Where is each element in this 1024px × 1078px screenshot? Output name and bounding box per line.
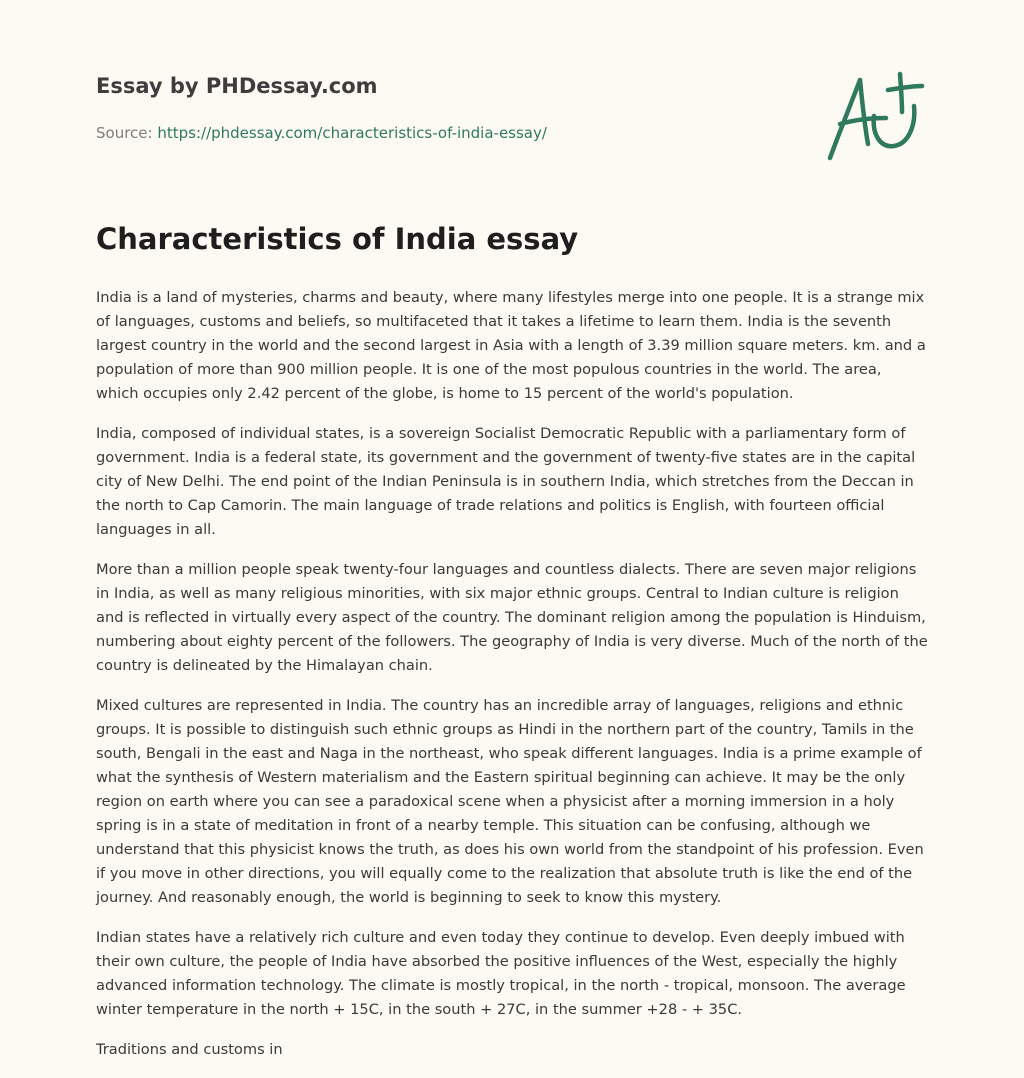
essay-paragraph: India, composed of individual states, is a sovereign Socialist Democratic Republic with a parliamentary form of government. India is a federal state, its government and the government of twenty-five states are in the capital city of New Delhi. The end point of the Indian Peninsula is in southern India, which stretches from the Deccan in the north to Cap Camorin. The main language of trade relations and politics is English, with fourteen official languages in all.	[96, 425, 916, 538]
essay-paragraph: India is a land of mysteries, charms and beauty, where many lifestyles merge into one people. It is a strange mix of languages, customs and beliefs, so multifaceted that it takes a lifetime to learn them. India is the seventh largest country in the world and the second largest in Asia with a length of 3.39 million square meters. km. and a population of more than 900 million people. It is one of the most populous countries in the world. The area, which occupies only 2.42 percent of the globe, is home to 15 percent of the world's population.	[96, 289, 926, 402]
site-brand: Essay by PHDessay.com	[96, 74, 378, 98]
source-link[interactable]: https://phdessay.com/characteristics-of-india-essay/	[157, 124, 547, 142]
a-plus-logo-icon	[820, 66, 930, 166]
essay-paragraph: Indian states have a relatively rich culture and even today they continue to develop. Even deeply imbued with their own culture, the people of India have absorbed the positive influences of the West, especially the highly advanced information technology. The climate is mostly tropical, in the north - tropical, monsoon. The average winter temperature in the north + 15C, in the south + 27C, in the summer +28 - + 35C.	[96, 929, 906, 1018]
essay-body	[96, 286, 928, 1078]
essay-paragraph: Traditions and customs in	[96, 1041, 283, 1058]
essay-paragraph: More than a million people speak twenty-four languages and countless dialects. There are seven major religions in India, as well as many religious minorities, with six major ethnic groups. Central to Indian culture is religion and is reflected in virtually every aspect of the country. The dominant religion among the population is Hinduism, numbering about eighty percent of the followers. The geography of India is very diverse. Much of the north of the country is delineated by the Himalayan chain.	[96, 561, 928, 674]
essay-paragraph: Mixed cultures are represented in India. The country has an incredible array of languages, religions and ethnic groups. It is possible to distinguish such ethnic groups as Hindi in the northern part of the country, Tamils in the south, Bengali in the east and Naga in the northeast, who speak different languages. India is a prime example of what the synthesis of Western materialism and the Eastern spiritual beginning can achieve. It may be the only region on earth where you can see a paradoxical scene when a physicist after a morning immersion in a holy spring is in a state of meditation in front of a nearby temple. This situation can be confusing, although we understand that this physicist knows the truth, as does his own world from the standpoint of his profession. Even if you move in other directions, you will equally come to the realization that absolute truth is like the end of the journey. And reasonably enough, the world is beginning to seek to know this mystery.	[96, 697, 924, 906]
essay-title: Characteristics of India essay	[96, 222, 579, 256]
source-label: Source:	[96, 124, 153, 142]
source-line	[96, 124, 547, 142]
